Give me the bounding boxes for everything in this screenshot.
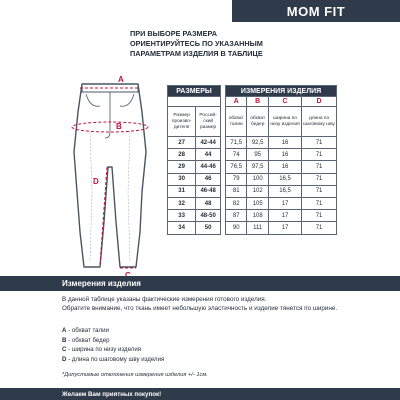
hem-width-cell: 16,5 [268,173,301,185]
hips-cell: 92,5 [247,137,269,149]
measurements-table-row [226,210,337,222]
maker-size-cell: 30 [168,173,196,185]
description-block [62,296,382,314]
col-letter-a: A [226,97,247,107]
maker-size-cell: 27 [168,137,196,149]
footer-bar [0,388,400,400]
hem-width-cell: 16,5 [268,185,301,197]
inseam-cell: 71 [302,137,337,149]
legend-key-d: D [62,355,67,363]
maker-size-cell: 29 [168,161,196,173]
measurements-table-row [226,185,337,197]
instruction-line-2: ОРИЕНТИРУЙТЕСЬ ПО УКАЗАННЫМ [130,39,263,48]
measurements-table-body [226,137,337,235]
hips-cell: 100 [247,173,269,185]
section-title: Измерения изделия [62,279,141,288]
sizes-table-row [168,137,221,149]
legend-key-c: C [62,346,67,354]
sizes-table-title: РАЗМЕРЫ [168,86,221,97]
maker-size-cell: 32 [168,197,196,209]
hips-cell: 111 [247,222,269,234]
waist-cell: 76,5 [226,161,247,173]
inseam-cell: 71 [302,210,337,222]
sizes-table-row [168,197,221,209]
instruction-line-3: ПАРАМЕТРАМ ИЗДЕЛИЯ В ТАБЛИЦЕ [130,49,263,58]
legend-text-d: - длина по шаговому шву изделия [68,355,165,363]
sizes-table-row [168,185,221,197]
waist-cell: 74 [226,149,247,161]
russian-size-cell: 46 [196,173,221,185]
sizes-table-row [168,173,221,185]
inseam-header: длина по шаговому шву [302,107,337,137]
instruction-line-1: ПРИ ВЫБОРЕ РАЗМЕРА [130,29,217,38]
col-letter-c: C [268,97,301,107]
hem-width-cell: 16 [268,161,301,173]
measurements-table-row [226,137,337,149]
fit-title: MOM FIT [286,3,346,19]
russian-size-cell: 46-48 [196,185,221,197]
col-letter-b: B [247,97,269,107]
waist-header: обхват талии [226,107,247,137]
inseam-cell: 71 [302,173,337,185]
hips-cell: 102 [247,185,269,197]
waist-cell: 71,5 [226,137,247,149]
marker-a-label: A [118,75,124,84]
sizes-table [167,85,221,235]
russian-size-header: Россий-ский размер [196,107,221,137]
hem-width-header: ширина по низу изделия [268,107,301,137]
legend-item-a [62,326,262,336]
measurements-table-row [226,197,337,209]
waist-cell: 81 [226,185,247,197]
inseam-cell: 71 [302,161,337,173]
measurements-table-row [226,149,337,161]
hem-width-cell: 17 [268,222,301,234]
tolerance-note: *Допустимые отклонения измерения изделия +/- 1см. [62,372,208,378]
maker-size-cell: 34 [168,222,196,234]
waist-cell: 82 [226,197,247,209]
legend-text-a: - обхват талии [68,327,109,334]
sizes-table-row [168,222,221,234]
inseam-cell: 71 [302,197,337,209]
inseam-cell: 71 [302,185,337,197]
inseam-cell: 71 [302,149,337,161]
legend-key-b: B [62,336,67,344]
hips-cell: 95 [247,149,269,161]
legend-item-b [62,336,262,346]
description-p2: Обратите внимание, что ткань имеет небольшую эластичность и изделие тянется по ширине. [62,305,338,313]
hips-cell: 97,5 [247,161,269,173]
measurements-table [225,85,337,235]
russian-size-cell: 44-46 [196,161,221,173]
measurements-table-title: ИЗМЕРЕНИЯ ИЗДЕЛИЯ [226,86,337,97]
sizes-table-row [168,149,221,161]
section-title-bar [0,276,400,291]
measurements-table-row [226,173,337,185]
legend-item-d [62,355,262,365]
footer-text: Желаем Вам приятных покупок! [62,390,162,398]
waist-cell: 87 [226,210,247,222]
russian-size-cell: 48 [196,197,221,209]
maker-size-cell: 28 [168,149,196,161]
marker-d-label: D [93,177,99,186]
jeans-measurement-diagram [60,72,160,272]
hem-width-cell: 16 [268,137,301,149]
hips-header: обхват бедер [247,107,269,137]
legend-text-b: - обхват бедер [68,336,110,344]
hem-width-cell: 16 [268,149,301,161]
sizes-spacer [168,97,221,107]
maker-size-header: Размер произво-дителя [168,107,196,137]
russian-size-cell: 44 [196,149,221,161]
russian-size-cell: 50 [196,222,221,234]
jeans-illustration [60,72,160,272]
russian-size-cell: 48-50 [196,210,221,222]
legend-key-a: A [62,327,67,334]
legend-text-c: - ширина по низу изделия [68,346,142,354]
sizes-table-body [168,137,221,235]
hem-width-cell: 17 [268,210,301,222]
marker-b-label: B [116,122,122,131]
hem-width-cell: 17 [268,197,301,209]
sizes-table-row [168,210,221,222]
col-letter-d: D [302,97,337,107]
measurement-legend [62,326,262,364]
waist-cell: 79 [226,173,247,185]
legend-item-c [62,345,262,355]
measurements-table-row [226,161,337,173]
hips-cell: 108 [247,210,269,222]
sizes-table-row [168,161,221,173]
size-instruction [130,29,370,59]
maker-size-cell: 31 [168,185,196,197]
description-p1: В данной таблице указаны фактические измерения готового изделия. [62,296,267,303]
hips-cell: 105 [247,197,269,209]
brand-title-bar [232,0,400,22]
waist-cell: 90 [226,222,247,234]
maker-size-cell: 33 [168,210,196,222]
russian-size-cell: 42-44 [196,137,221,149]
inseam-cell: 71 [302,222,337,234]
measurements-table-row [226,222,337,234]
